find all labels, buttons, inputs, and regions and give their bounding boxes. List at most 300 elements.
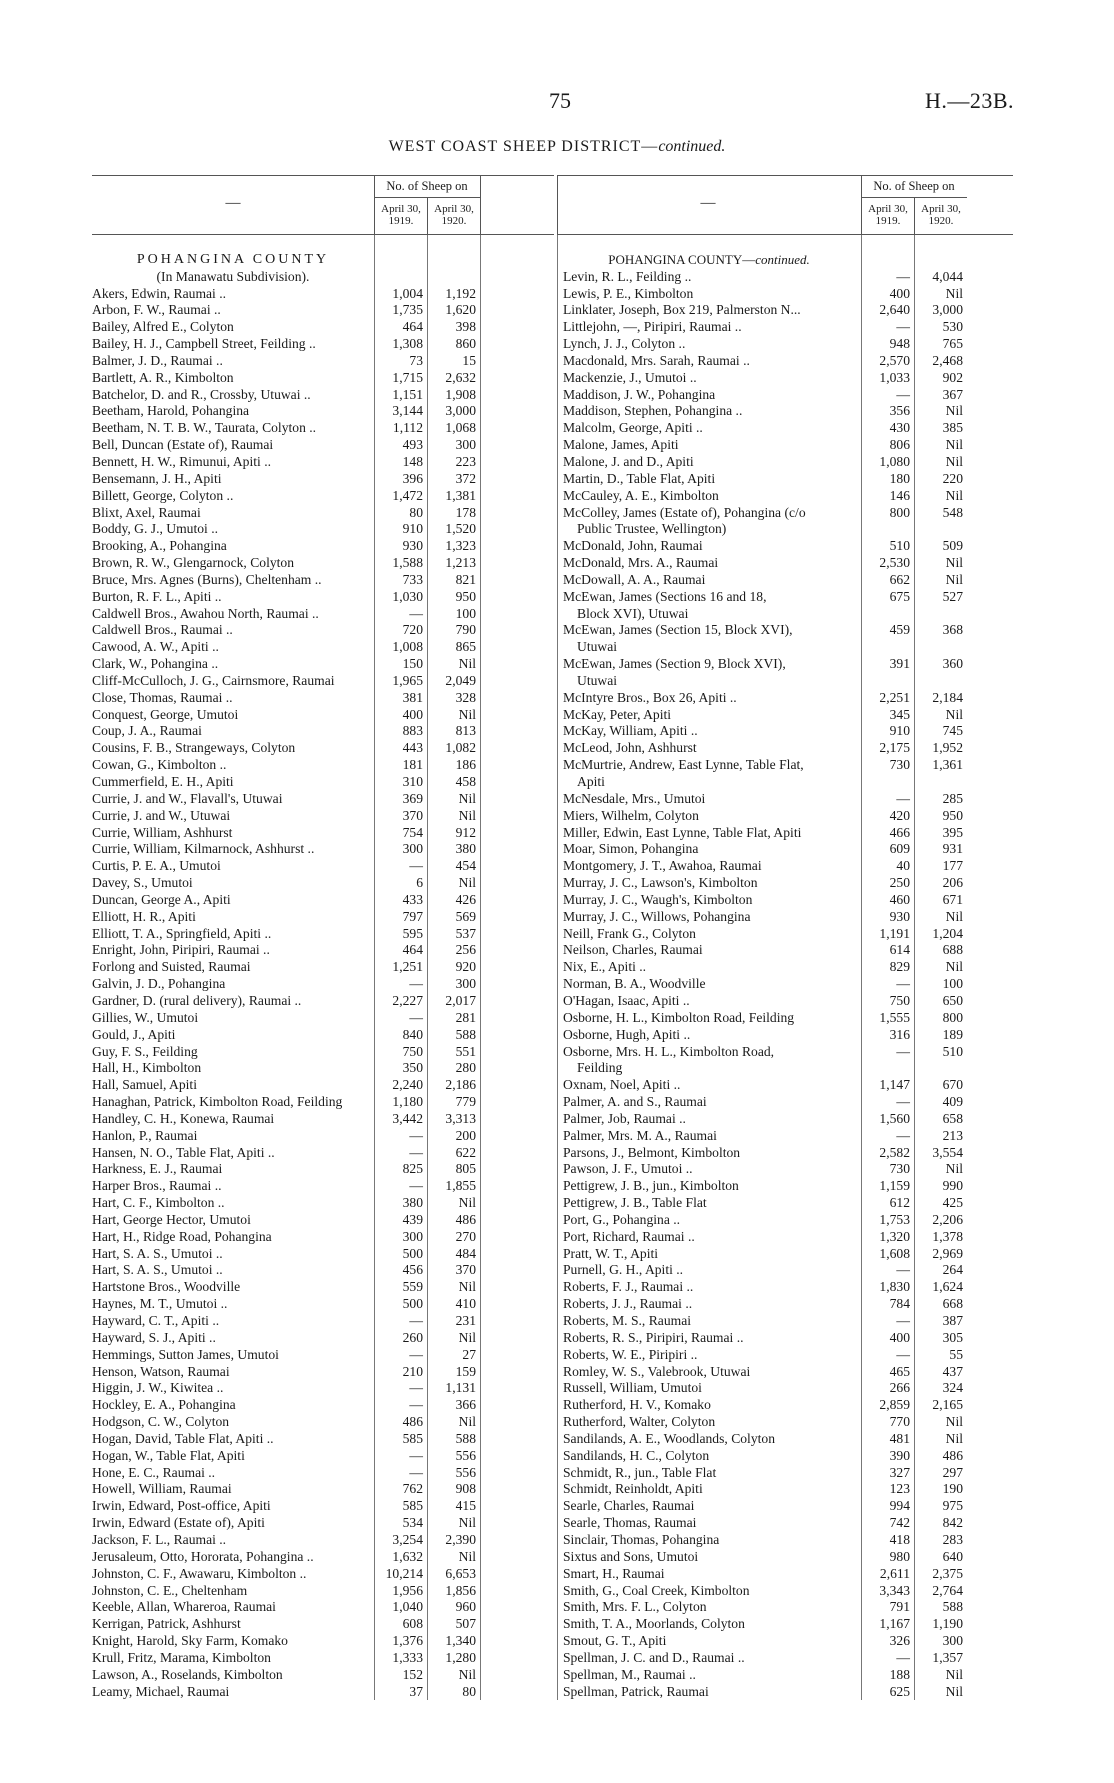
entry-name: Smout, G. T., Apiti	[563, 1633, 667, 1649]
entry-name: McKay, Peter, Apiti	[563, 706, 672, 722]
sheep-1919: 614	[889, 942, 910, 958]
sheep-1920: Nil	[458, 790, 476, 806]
table-row	[557, 740, 1013, 757]
table-row	[557, 1027, 1013, 1044]
sheep-1920: 990	[942, 1178, 963, 1194]
table-row	[557, 420, 1013, 437]
entry-name: Elliott, T. A., Springfield, Apiti ..	[92, 925, 272, 941]
sheep-1920: 507	[455, 1616, 476, 1632]
entry-name: Cowan, G., Kimbolton ..	[92, 757, 227, 773]
entry-name: McColley, James (Estate of), Pohangina (c/o	[563, 504, 806, 520]
entry-name: Miller, Edwin, East Lynne, Table Flat, Apiti	[563, 824, 802, 840]
table-row	[557, 538, 1013, 555]
table-row	[557, 757, 1013, 774]
sheep-1920: 437	[942, 1363, 963, 1379]
entry-name: Johnston, C. E., Cheltenham	[92, 1582, 248, 1598]
sheep-1919: 585	[402, 1430, 423, 1446]
sheep-1920: 409	[942, 1094, 963, 1110]
sheep-1919: 948	[889, 336, 910, 352]
table-row	[557, 269, 1013, 286]
sheep-1920: Nil	[458, 1666, 476, 1682]
table-row	[557, 723, 1013, 740]
table-row	[557, 926, 1013, 943]
table-row	[92, 1296, 554, 1313]
entry-name: Roberts, J. J., Raumai ..	[563, 1296, 693, 1312]
sheep-1919: 188	[889, 1666, 910, 1682]
sheep-1919: —	[896, 976, 910, 992]
sheep-1919: 439	[402, 1211, 423, 1227]
sheep-1919: 730	[889, 1161, 910, 1177]
entry-name: McMurtrie, Andrew, East Lynne, Table Flat,	[563, 757, 804, 773]
entry-name: Cawood, A. W., Apiti ..	[92, 639, 219, 655]
table-row	[557, 1195, 1013, 1212]
sheep-1920: Nil	[945, 571, 963, 587]
sheep-1920: 300	[455, 976, 476, 992]
entry-name: Pawson, J. F., Umutoi ..	[563, 1161, 693, 1177]
sheep-1919: 2,251	[879, 689, 910, 705]
table-row	[92, 707, 554, 724]
sheep-1920: 950	[942, 807, 963, 823]
sheep-1920: 527	[942, 588, 963, 604]
entry-name: Currie, J. and W., Flavall's, Utuwai	[92, 790, 283, 806]
table-row	[92, 1650, 554, 1667]
page-number: 75	[549, 88, 571, 113]
table-row	[92, 1330, 554, 1347]
table-row	[557, 1246, 1013, 1263]
sheep-1920: 2,969	[932, 1245, 963, 1261]
entry-name: Brown, R. W., Glengarnock, Colyton	[92, 555, 295, 571]
table-row	[557, 1431, 1013, 1448]
entry-name: Schmidt, R., jun., Table Flat	[563, 1464, 717, 1480]
sheep-1920: 908	[455, 1481, 476, 1497]
sheep-1920: Nil	[945, 403, 963, 419]
no-of-sheep-header-right: No. of Sheep on	[873, 179, 955, 193]
entry-name: Billett, George, Colyton ..	[92, 487, 234, 503]
sheep-1919: 1,472	[392, 487, 423, 503]
sheep-1920: 902	[942, 369, 963, 385]
sheep-1919: 510	[889, 538, 910, 554]
entry-name: Smith, T. A., Moorlands, Colyton	[563, 1616, 745, 1632]
no-of-sheep-header: No. of Sheep on	[386, 179, 468, 193]
entry-name: McKay, William, Apiti ..	[563, 723, 698, 739]
entry-name: Elliott, H. R., Apiti	[92, 908, 196, 924]
sheep-1920: Nil	[945, 453, 963, 469]
entry-name: Roberts, F. J., Raumai ..	[563, 1279, 694, 1295]
table-row	[92, 1448, 554, 1465]
entry-name: Oxnam, Noel, Apiti ..	[563, 1077, 681, 1093]
entry-name: Gould, J., Apiti	[92, 1026, 176, 1042]
entry-name: Bartlett, A. R., Kimbolton	[92, 369, 234, 385]
entry-name: Harkness, E. J., Raumai	[92, 1161, 223, 1177]
table-row	[557, 825, 1013, 842]
sheep-1919: 1,151	[392, 386, 423, 402]
sheep-1919: —	[409, 1009, 423, 1025]
sheep-1919: 1,830	[879, 1279, 910, 1295]
table-row	[557, 976, 1013, 993]
entry-name: Bennett, H. W., Rimunui, Apiti ..	[92, 453, 271, 469]
sheep-1920: 484	[455, 1245, 476, 1261]
entry-name: Purnell, G. H., Apiti ..	[563, 1262, 684, 1278]
table-row	[557, 673, 1013, 690]
sheep-1919: 662	[889, 571, 910, 587]
sheep-1919: —	[896, 1649, 910, 1665]
sheep-1919: 608	[402, 1616, 423, 1632]
sheep-1920: 1,361	[932, 757, 963, 773]
table-row	[557, 1616, 1013, 1633]
table-row	[557, 521, 1013, 538]
sheep-1920: 509	[942, 538, 963, 554]
sheep-1919: 390	[889, 1447, 910, 1463]
table-row	[92, 572, 554, 589]
table-row	[557, 1414, 1013, 1431]
entry-name: Cousins, F. B., Strangeways, Colyton	[92, 740, 296, 756]
sheep-1920: Nil	[458, 656, 476, 672]
entry-name: Malcolm, George, Apiti ..	[563, 420, 703, 436]
sheep-1920: 920	[455, 959, 476, 975]
table-row	[92, 1667, 554, 1684]
sheep-1919: 1,030	[392, 588, 423, 604]
sheep-1919: —	[409, 1380, 423, 1396]
table-row	[557, 1094, 1013, 1111]
sheep-1920: Nil	[458, 1414, 476, 1430]
entry-name: Kerrigan, Patrick, Ashhurst	[92, 1616, 241, 1632]
sheep-1920: 2,017	[445, 992, 476, 1008]
entry-name: Osborne, H. L., Kimbolton Road, Feilding	[563, 1009, 795, 1025]
sheep-1919: 464	[402, 942, 423, 958]
sheep-1920: 458	[455, 774, 476, 789]
entry-name: Malone, James, Apiti	[563, 437, 679, 453]
sheep-1919: 1,376	[392, 1633, 423, 1649]
sheep-1920: 842	[942, 1515, 963, 1531]
table-row	[557, 875, 1013, 892]
entry-name: Hansen, N. O., Table Flat, Apiti ..	[92, 1144, 275, 1160]
sheep-1920: Nil	[945, 959, 963, 975]
sheep-1919: 2,640	[879, 302, 910, 318]
sheep-1920: 285	[942, 790, 963, 806]
table-row	[557, 1212, 1013, 1229]
sheep-1919: 1,080	[879, 453, 910, 469]
entry-name: Maddison, J. W., Pohangina	[563, 386, 716, 402]
entry-name: Leamy, Michael, Raumai	[92, 1683, 230, 1699]
sheep-1919: 465	[889, 1363, 910, 1379]
table-row	[557, 1397, 1013, 1414]
entry-name: Gillies, W., Umutoi	[92, 1009, 199, 1025]
sheep-1920: Nil	[945, 487, 963, 503]
sheep-1920: 15	[462, 352, 476, 368]
entry-name: Sinclair, Thomas, Pohangina	[563, 1531, 720, 1547]
table-row	[92, 387, 554, 404]
sheep-1920: 100	[942, 976, 963, 992]
sheep-1920: 300	[455, 437, 476, 453]
sheep-1920: 415	[455, 1498, 476, 1514]
table-row	[557, 1330, 1013, 1347]
entry-name: Spellman, Patrick, Raumai	[563, 1683, 709, 1699]
left-column	[92, 175, 554, 1700]
sheep-1920: 398	[455, 319, 476, 335]
sheep-1919: 994	[889, 1498, 910, 1514]
sheep-1919: 1,555	[879, 1009, 910, 1025]
sheep-1919: 754	[402, 824, 423, 840]
sheep-1920: 960	[455, 1599, 476, 1615]
entry-name: Currie, William, Kilmarnock, Ashhurst ..	[92, 841, 315, 857]
sheep-1919: 481	[889, 1430, 910, 1446]
table-row	[557, 370, 1013, 387]
sheep-1919: 829	[889, 959, 910, 975]
entry-name: Norman, B. A., Woodville	[563, 976, 706, 992]
subdivision-heading: (In Manawatu Subdivision).	[156, 268, 310, 284]
sheep-1919: 840	[402, 1026, 423, 1042]
table-row	[92, 976, 554, 993]
entry-name: Hanlon, P., Raumai	[92, 1127, 198, 1143]
table-row	[92, 505, 554, 522]
entry-name: Schmidt, Reinholdt, Apiti	[563, 1481, 703, 1497]
entry-name: Smith, Mrs. F. L., Colyton	[563, 1599, 707, 1615]
sheep-1920: 790	[455, 622, 476, 638]
entry-name: Gardner, D. (rural delivery), Raumai ..	[92, 992, 302, 1008]
table-row	[557, 909, 1013, 926]
table-row	[557, 387, 1013, 404]
entry-name: McDowall, A. A., Raumai	[563, 571, 706, 587]
sheep-1919: 1,715	[392, 369, 423, 385]
sheep-1920: 1,340	[445, 1633, 476, 1649]
sheep-1919: 180	[889, 470, 910, 486]
entry-name: Currie, J. and W., Utuwai	[92, 807, 231, 823]
sheep-1919: 800	[889, 504, 910, 520]
table-row	[557, 555, 1013, 572]
sheep-1920: Nil	[458, 1548, 476, 1564]
sheep-1919: 609	[889, 841, 910, 857]
table-row	[92, 1481, 554, 1498]
sheep-1920: 1,082	[445, 740, 476, 756]
table-row	[557, 286, 1013, 303]
table-row	[557, 707, 1013, 724]
entry-name: Roberts, M. S., Raumai	[563, 1313, 692, 1328]
entry-name: Public Trustee, Wellington)	[577, 521, 727, 537]
entry-name: Hart, H., Ridge Road, Pohangina	[92, 1228, 272, 1244]
sheep-1920: 100	[455, 605, 476, 621]
right-table-body	[557, 235, 1013, 1700]
sheep-1919: 486	[402, 1414, 423, 1430]
entry-name: McIntyre Bros., Box 26, Apiti ..	[563, 689, 737, 705]
table-row	[92, 993, 554, 1010]
sheep-1920: 264	[942, 1262, 963, 1278]
sheep-1920: 588	[455, 1026, 476, 1042]
section-title	[0, 138, 1114, 156]
sheep-1919: 380	[402, 1195, 423, 1211]
entry-name: Rutherford, H. V., Komako	[563, 1397, 711, 1413]
sheep-1919: —	[896, 1043, 910, 1059]
table-row	[557, 437, 1013, 454]
sheep-1919: 2,175	[879, 740, 910, 756]
table-row	[92, 403, 554, 420]
county-heading: POHANGINA COUNTY	[136, 251, 330, 267]
sheep-1919: 420	[889, 807, 910, 823]
table-row	[557, 1313, 1013, 1330]
sheep-1920: 588	[942, 1599, 963, 1615]
sheep-1920: 380	[455, 841, 476, 857]
entry-name: Searle, Charles, Raumai	[563, 1498, 695, 1514]
entry-name: Montgomery, J. T., Awahoa, Raumai	[563, 858, 762, 874]
table-row	[557, 959, 1013, 976]
sheep-1920: 387	[942, 1313, 963, 1328]
sheep-1919: 595	[402, 925, 423, 941]
table-row	[557, 1667, 1013, 1684]
entry-name: Galvin, J. D., Pohangina	[92, 976, 226, 992]
sheep-1919: 266	[889, 1380, 910, 1396]
table-row	[92, 723, 554, 740]
table-row	[557, 1498, 1013, 1515]
entry-name: Hall, H., Kimbolton	[92, 1060, 202, 1076]
sheep-1920: 765	[942, 336, 963, 352]
entry-name: Krull, Fritz, Marama, Kimbolton	[92, 1649, 271, 1665]
entry-name: Johnston, C. F., Awawaru, Kimbolton ..	[92, 1565, 307, 1581]
table-row	[557, 1515, 1013, 1532]
sheep-1919: 300	[402, 841, 423, 857]
entry-name: Guy, F. S., Feilding	[92, 1043, 198, 1059]
sheep-1919: 80	[409, 504, 423, 520]
sheep-1919: 883	[402, 723, 423, 739]
sheep-1919: 1,147	[879, 1077, 910, 1093]
table-row	[92, 521, 554, 538]
table-row	[92, 1077, 554, 1094]
sheep-1919: 980	[889, 1548, 910, 1564]
table-row	[92, 959, 554, 976]
table-row	[92, 740, 554, 757]
table-row	[92, 1380, 554, 1397]
table-row	[557, 892, 1013, 909]
table-row	[92, 420, 554, 437]
entry-name: Clark, W., Pohangina ..	[92, 656, 219, 672]
sheep-1920: 366	[455, 1397, 476, 1413]
sheep-1919: 733	[402, 571, 423, 587]
sheep-1920: Nil	[945, 555, 963, 571]
sheep-1920: 1,190	[932, 1616, 963, 1632]
sheep-1919: 1,008	[392, 639, 423, 655]
entry-name: Arbon, F. W., Raumai ..	[92, 302, 221, 318]
sheep-1919: 1,180	[392, 1094, 423, 1110]
table-row	[92, 1616, 554, 1633]
sheep-1919: 3,343	[879, 1582, 910, 1598]
sheep-1919: —	[896, 790, 910, 806]
table-row	[92, 1347, 554, 1364]
table-row	[92, 673, 554, 690]
table-row	[557, 690, 1013, 707]
table-row	[92, 1498, 554, 1515]
sheep-1919: 1,956	[392, 1582, 423, 1598]
sheep-1919: 260	[402, 1329, 423, 1345]
sheep-1919: 750	[889, 992, 910, 1008]
sheep-1919: —	[409, 1447, 423, 1463]
sheep-1920: 931	[942, 841, 963, 857]
entry-name: Bailey, H. J., Campbell Street, Feilding ..	[92, 336, 316, 352]
sheep-1919: 6	[416, 875, 423, 891]
table-row	[92, 1094, 554, 1111]
table-row	[557, 1481, 1013, 1498]
entry-name: Irwin, Edward (Estate of), Apiti	[92, 1515, 265, 1531]
sheep-1919: 493	[402, 437, 423, 453]
table-row	[557, 488, 1013, 505]
sheep-1920: 300	[942, 1633, 963, 1649]
table-row	[92, 1313, 554, 1330]
table-row	[92, 606, 554, 623]
sheep-1920: 779	[455, 1094, 476, 1110]
entry-name: Hart, George Hector, Umutoi	[92, 1211, 251, 1227]
entry-name: Bailey, Alfred E., Colyton	[92, 319, 234, 335]
right-column	[557, 175, 1013, 1700]
entry-name: Hogan, David, Table Flat, Apiti ..	[92, 1430, 274, 1446]
entry-name: Russell, William, Umutoi	[563, 1380, 702, 1396]
entry-name: Palmer, A. and S., Raumai	[563, 1094, 707, 1110]
sheep-1919: 791	[889, 1599, 910, 1615]
sheep-1919: 400	[889, 1329, 910, 1345]
entry-name: Boddy, G. J., Umutoi ..	[92, 521, 219, 537]
table-row	[92, 1010, 554, 1027]
entry-name: Roberts, R. S., Piripiri, Raumai ..	[563, 1329, 744, 1345]
table-row	[557, 1566, 1013, 1583]
sheep-1920: 186	[455, 757, 476, 773]
entry-name: Block XVI), Utuwai	[577, 605, 689, 621]
sheep-1920: 220	[942, 470, 963, 486]
table-row	[557, 1010, 1013, 1027]
april-1920-header-right: April 30, 1920.	[921, 203, 961, 227]
entry-name: Sandilands, A. E., Woodlands, Colyton	[563, 1430, 776, 1446]
entry-name: McCauley, A. E., Kimbolton	[563, 487, 719, 503]
table-row	[92, 454, 554, 471]
sheep-1920: Nil	[458, 1195, 476, 1211]
sheep-1920: 556	[455, 1447, 476, 1463]
table-row	[557, 1599, 1013, 1616]
sheep-1920: Nil	[945, 285, 963, 301]
sheep-1919: 2,582	[879, 1144, 910, 1160]
table-row	[557, 572, 1013, 589]
sheep-1919: 146	[889, 487, 910, 503]
table-row	[557, 589, 1013, 606]
sheep-1919: 585	[402, 1498, 423, 1514]
entry-name: Currie, William, Ashhurst	[92, 824, 233, 840]
sheep-1920: 622	[455, 1144, 476, 1160]
entry-name: Burton, R. F. L., Apiti ..	[92, 588, 222, 604]
sheep-1919: 797	[402, 908, 423, 924]
table-row	[92, 825, 554, 842]
sheep-1920: 177	[942, 858, 963, 874]
april-1919-header: April 30, 1919.	[381, 203, 421, 227]
sheep-1920: 1,520	[445, 521, 476, 537]
sheep-1920: Nil	[458, 706, 476, 722]
entry-name: Hogan, W., Table Flat, Apiti	[92, 1447, 245, 1463]
sheep-1920: 4,044	[932, 268, 963, 284]
sheep-1919: 433	[402, 891, 423, 907]
sheep-1919: —	[409, 1144, 423, 1160]
sheep-1919: 381	[402, 689, 423, 705]
entry-name: Sandilands, H. C., Colyton	[563, 1447, 710, 1463]
sheep-1920: 556	[455, 1464, 476, 1480]
sheep-1919: 1,588	[392, 555, 423, 571]
sheep-1920: 551	[455, 1043, 476, 1059]
table-row	[92, 1111, 554, 1128]
sheep-1920: 1,213	[445, 555, 476, 571]
sheep-1920: 159	[455, 1363, 476, 1379]
entry-name: Spellman, J. C. and D., Raumai ..	[563, 1649, 745, 1665]
table-row	[557, 319, 1013, 336]
sheep-1920: Nil	[945, 1161, 963, 1177]
entry-name: Coup, J. A., Raumai	[92, 723, 202, 739]
sheep-1919: 762	[402, 1481, 423, 1497]
table-row	[92, 1431, 554, 1448]
sheep-1920: 328	[455, 689, 476, 705]
table-row	[92, 370, 554, 387]
entry-name: Lewis, P. E., Kimbolton	[563, 285, 694, 301]
entry-name: Neilson, Charles, Raumai	[563, 942, 703, 958]
